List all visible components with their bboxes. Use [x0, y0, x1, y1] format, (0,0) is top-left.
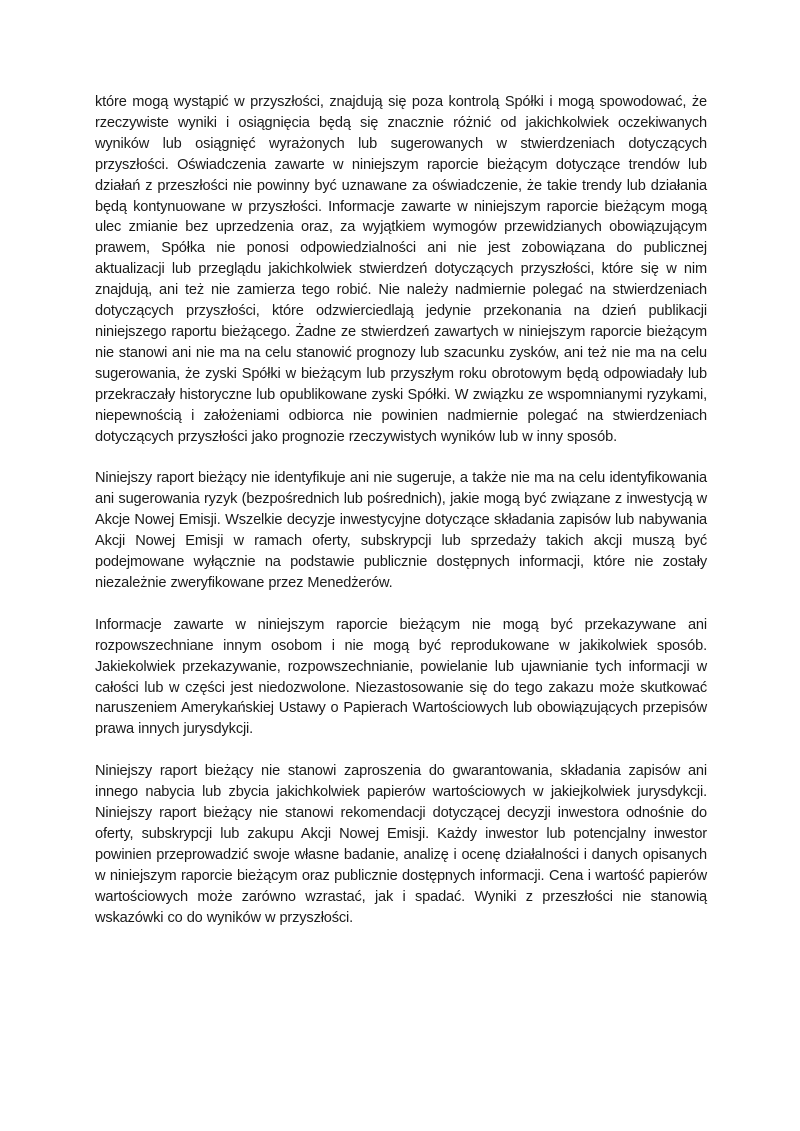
- document-page: [95, 92, 707, 950]
- paragraph-risk-identification: Niniejszy raport bieżący nie identyfikuje ani nie sugeruje, a także nie ma na celu identyfikowania ani sugerowania ryzyk (bezpośrednich lub pośrednich), jakie mogą być związane z inwestycją w Akcje Nowej Emisji. Wszelkie decyzje inwestycyjne dotyczące składania zapisów lub nabywania Akcji Nowej Emisji w ramach oferty, subskrypcji lub sprzedaży takich akcji muszą być podejmowane wyłącznie na podstawie publicznie dostępnych informacji, które nie zostały niezależnie zweryfikowane przez Menedżerów.: [95, 470, 707, 591]
- paragraph-forward-looking-statements: które mogą wystąpić w przyszłości, znajdują się poza kontrolą Spółki i mogą spowodować, że rzeczywiste wyniki i osiągnięcia będą się znacznie różnić od jakichkolwiek oczekiwanych wyników lub osiągnięć wyrażonych lub sugerowanych w stwierdzeniach dotyczących przyszłości. Oświadczenia zawarte w niniejszym raporcie bieżącym dotyczące trendów lub działań z przeszłości nie powinny być uznawane za oświadczenie, że takie trendy lub działania będą kontynuowane w przyszłości. Informacje zawarte w niniejszym raporcie bieżącym mogą ulec zmianie bez uprzedzenia oraz, za wyjątkiem wymogów przewidzianych obowiązującym prawem, Spółka nie ponosi odpowiedzialności ani nie jest zobowiązana do publicznej aktualizacji lub przeglądu jakichkolwiek stwierdzeń dotyczących przyszłości, które się w nim znajdują, ani też nie zamierza tego robić. Nie należy nadmiernie polegać na stwierdzeniach dotyczących przyszłości, które odzwierciedlają jedynie przekonania na dzień publikacji niniejszego raportu bieżącego. Żadne ze stwierdzeń zawartych w niniejszym raporcie bieżącym nie stanowi ani nie ma na celu stanowić prognozy lub szacunku zysków, ani też nie ma na celu sugerowania, że zyski Spółki w bieżącym lub przyszłym roku obrotowym będą odpowiadały lub przekraczały historyczne lub opublikowane zyski Spółki. W związku ze wspomnianymi ryzykami, niepewnością i założeniami odbiorca nie powinien nadmiernie polegać na stwierdzeniach dotyczących przyszłości jako prognozie rzeczywistych wyników lub w inny sposób.: [95, 94, 707, 445]
- paragraph-distribution-restriction: Informacje zawarte w niniejszym raporcie bieżącym nie mogą być przekazywane ani rozpowszechniane innym osobom i nie mogą być reprodukowane w jakikolwiek sposób. Jakiekolwiek przekazywanie, rozpowszechnianie, powielanie lub ujawnianie tych informacji w całości lub w części jest niedozwolone. Niezastosowanie się do tego zakazu może skutkować naruszeniem Amerykańskiej Ustawy o Papierach Wartościowych lub obowiązujących przepisów prawa innych jurysdykcji.: [95, 616, 707, 738]
- paragraph-no-invitation: Niniejszy raport bieżący nie stanowi zaproszenia do gwarantowania, składania zapisów ani innego nabycia lub zbycia jakichkolwiek papierów wartościowych w jakiejkolwiek jurysdykcji. Niniejszy raport bieżący nie stanowi rekomendacji dotyczącej decyzji inwestora odnośnie do oferty, subskrypcji lub zakupu Akcji Nowej Emisji. Każdy inwestor lub potencjalny inwestor powinien przeprowadzić swoje własne badanie, analizę i ocenę działalności i danych opisanych w niniejszym raporcie bieżącym oraz publicznie dostępnych informacji. Cena i wartość papierów wartościowych może zarówno wzrastać, jak i spadać. Wyniki z przeszłości nie stanowią wskazówki co do wyników w przyszłości.: [95, 763, 707, 926]
